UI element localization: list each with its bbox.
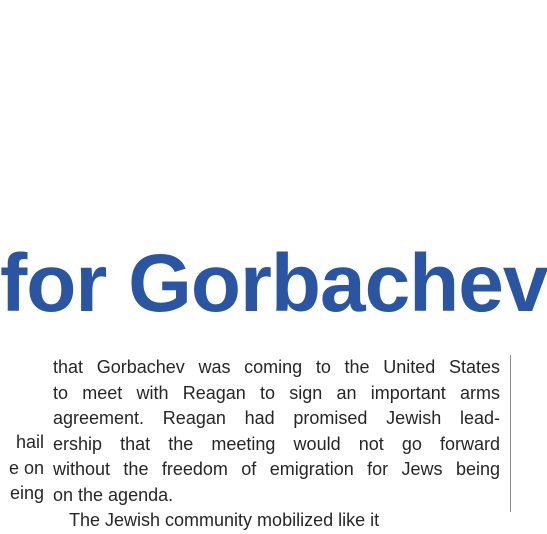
body-line: that Gorbachev was coming to the United States	[53, 357, 500, 377]
body-line: agreement. Reagan had promised Jewish lead-	[53, 408, 500, 428]
body-line: on the agenda.	[53, 484, 174, 505]
left-column-line: e on	[8, 457, 44, 478]
left-column-fragment	[0, 430, 44, 507]
column-divider	[510, 355, 511, 512]
body-line: ership that the meeting would not go forward	[53, 433, 500, 454]
left-column-line: eing	[9, 483, 44, 503]
body-line-cut-off: The Jewish community mobilized like it	[69, 510, 380, 530]
headline: for Gorbachev	[0, 238, 547, 329]
body-line: without the freedom of emigration for Jews being	[53, 459, 500, 479]
left-column-line: hail	[15, 432, 44, 452]
body-column	[53, 355, 500, 534]
body-line: to meet with Reagan to sign an important arms	[53, 382, 500, 403]
